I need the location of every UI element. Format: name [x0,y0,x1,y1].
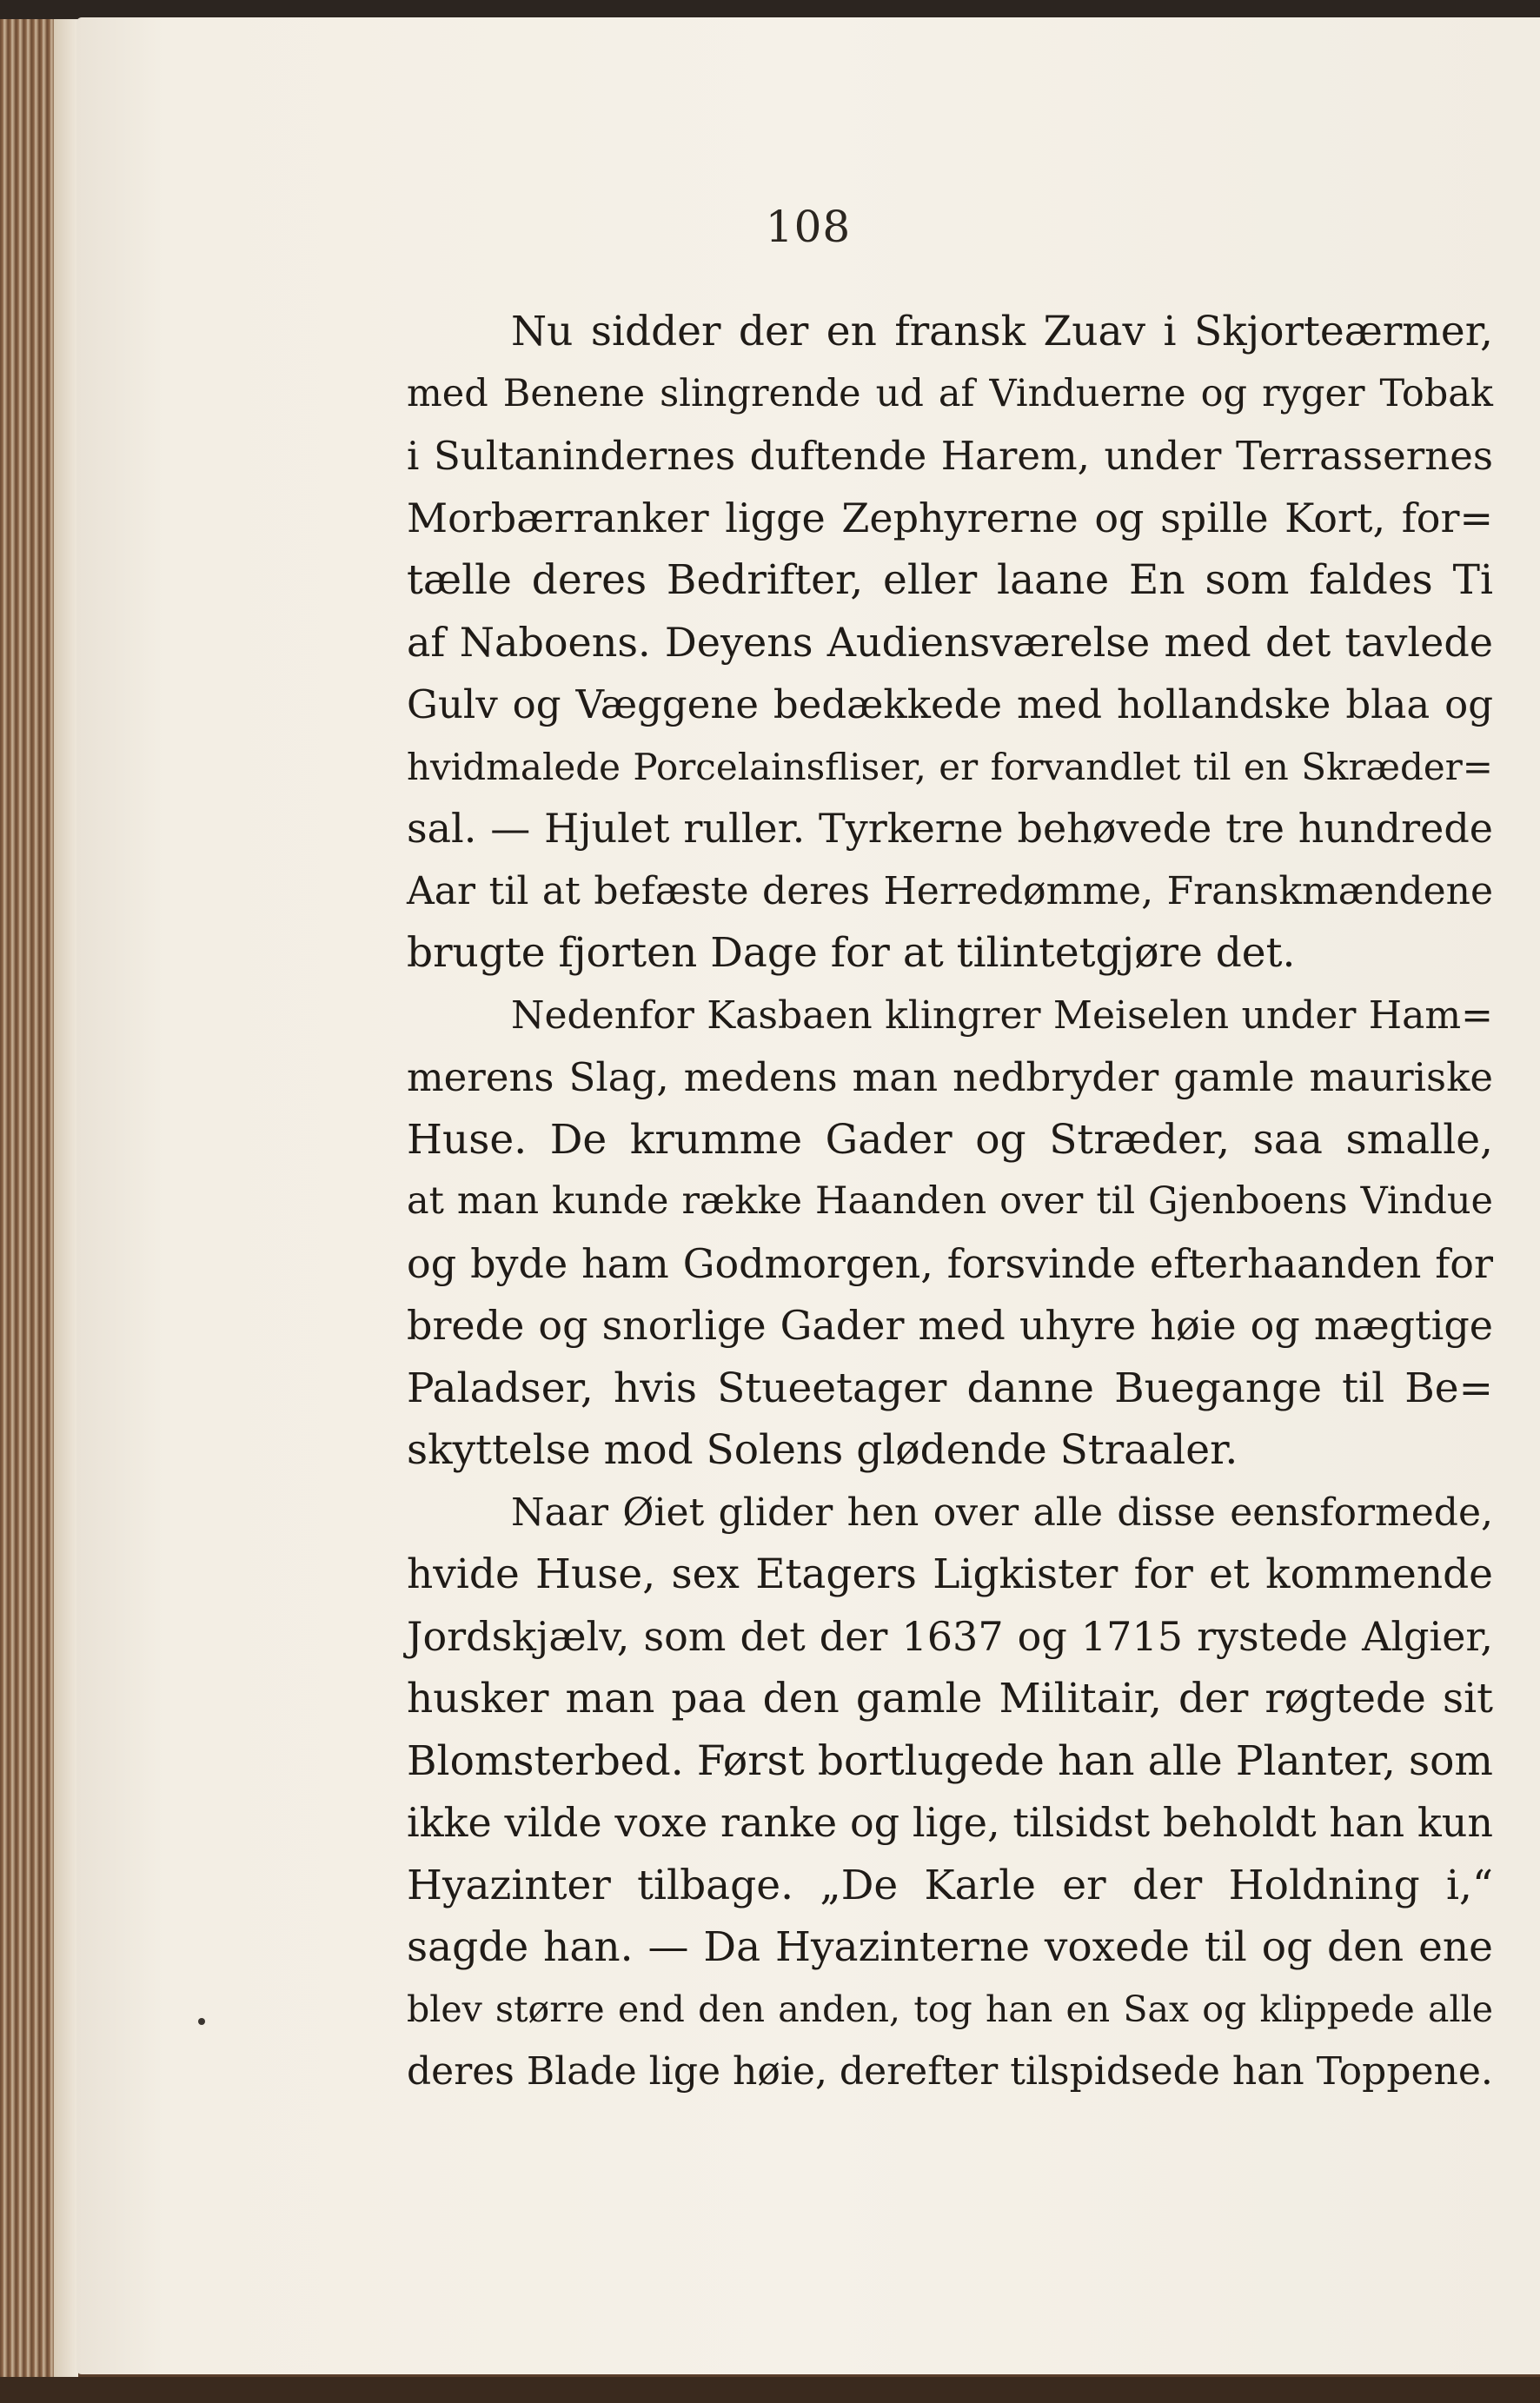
text-line: Morbærranker ligge Zephyrerne og spille Kort, for= [407,494,1493,541]
margin-ink-dot [198,2018,205,2025]
book-page-edges [0,19,78,2377]
text-line: Gulv og Væggene bedækkede med hollandske blaa og [407,681,1493,727]
text-line: og byde ham Godmorgen, forsvinde efterhaanden for [407,1239,1493,1287]
text-line: hvidmalede Porcelainsfliser, er forvandlet til en Skræder= [407,745,1493,788]
text-line: at man kunde række Haanden over til Gjenboens Vindue [407,1179,1493,1223]
book-page [76,17,1540,2374]
text-line: merens Slag, medens man nedbryder gamle mauriske [407,1054,1493,1100]
paragraph-2 [407,985,1493,1482]
text-line: med Benene slingrende ud af Vinduerne og ryger Tobak [407,371,1493,415]
text-line: deres Blade lige høie, derefter tilspidsede han Toppene. [407,2049,1493,2094]
text-line: af Naboens. Deyens Audiensværelse med det tavlede [407,618,1493,666]
text-line: Hyazinter tilbage. „De Karle er der Holdning i,“ [407,1861,1493,1909]
bottom-shadow-band [0,2377,1540,2403]
text-line: Naar Øiet glider hen over alle disse eensformede, [511,1490,1493,1535]
text-line: Aar til at befæste deres Herredømme, Franskmændene [407,868,1493,913]
top-shadow-band [0,0,1540,19]
text-line: sagde han. — Da Hyazinterne voxede til og den ene [407,1923,1493,1971]
page-number: 108 [765,202,852,252]
text-line: husker man paa den gamle Militair, der røgtede sit [407,1675,1493,1723]
text-line: tælle deres Bedrifter, eller laane En som faldes Ti [407,556,1493,604]
text-line: brugte fjorten Dage for at tilintetgjøre det. [407,929,1296,977]
text-line: Paladser, hvis Stueetager danne Buegange til Be= [407,1364,1493,1412]
text-line: sal. — Hjulet ruller. Tyrkerne behøvede tre hundrede [407,805,1493,852]
paragraph-1 [407,301,1493,985]
text-line: ikke vilde voxe ranke og lige, tilsidst beholdt han kun [407,1799,1493,1846]
text-line: blev større end den anden, tog han en Sax og klippede alle [407,1988,1493,2030]
body-text [407,301,1493,2103]
text-line: Blomsterbed. Først bortlugede han alle Planter, som [407,1736,1493,1785]
text-line: Nedenfor Kasbaen klingrer Meiselen under Ham= [511,992,1493,1038]
text-line: hvide Huse, sex Etagers Ligkister for et kommende [407,1550,1493,1598]
text-line: brede og snorlige Gader med uhyre høie og mægtige [407,1302,1493,1349]
text-line: Nu sidder der en fransk Zuav i Skjorteærmer, [511,308,1493,355]
text-line: Jordskjælv, som det der 1637 og 1715 rystede Algier, [407,1612,1493,1660]
text-line: skyttelse mod Solens glødende Straaler. [407,1426,1238,1474]
text-line: Huse. De krumme Gader og Stræder, saa smalle, [407,1115,1493,1164]
text-line: i Sultanindernes duftende Harem, under Terrassernes [407,433,1493,479]
paragraph-3 [407,1482,1493,2103]
